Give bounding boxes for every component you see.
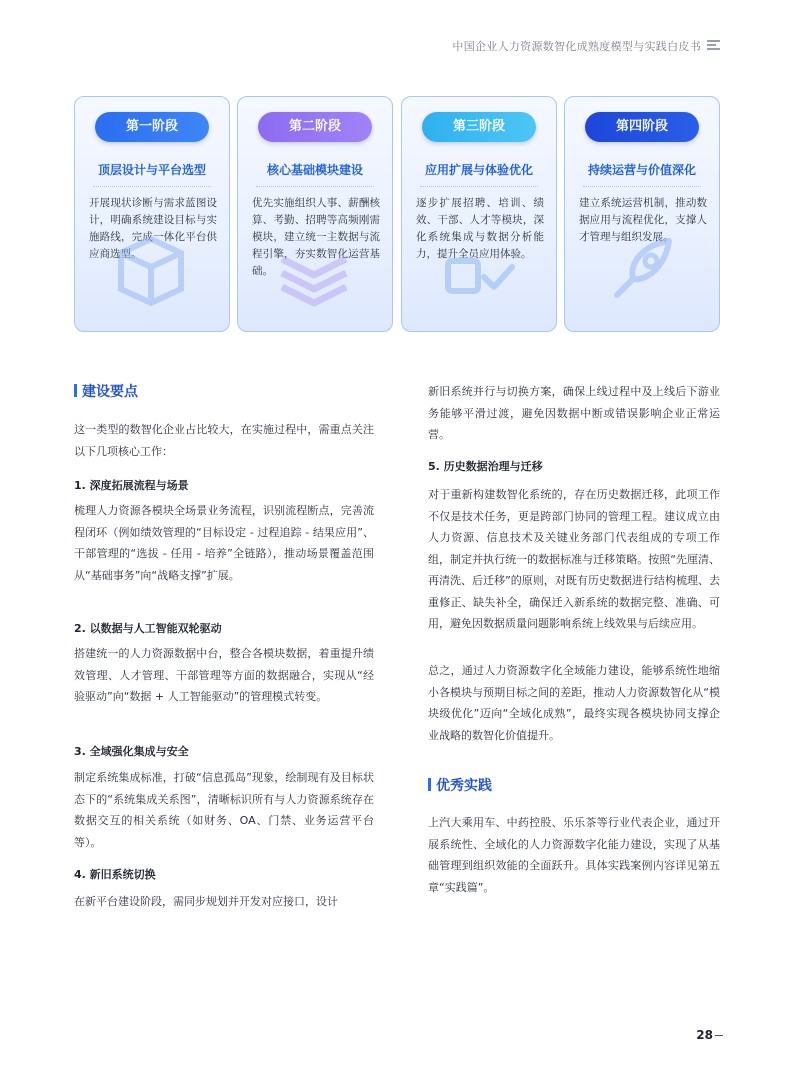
stage-card-4 xyxy=(564,96,720,332)
stage-description: 优先实施组织人事、薪酬核算、考勤、招聘等高频刚需模块，建立统一主数据与流程引擎，夯实数智化运营基础。 xyxy=(252,197,380,277)
stage-label: 第一阶段 xyxy=(95,112,209,142)
subsection-title: 4. 新旧系统切换 xyxy=(74,868,156,881)
paragraph: 新旧系统并行与切换方案，确保上线过程中及上线后下游业务能够平滑过渡，避免因数据中断或错误影响企业正常运营。 xyxy=(428,385,720,441)
paragraph: 对于重新构建数智化系统的，存在历史数据迁移，此项工作不仅是技术任务，更是跨部门协同的管理工程。建议成立由人力资源、信息技术及关键业务部门代表组成的专项工作组，制定并执行统一的数据标准与迁移策略。按照“先厘清、再清洗、后迁移”的原则，对既有历史数据进行结构梳理、去重修正、缺失补全，确保迁入新系统的数据完整、准确、可用，避免因数据质量问题影响系统上线效果与后续应用。 xyxy=(428,488,720,630)
stage-subtitle: 顶层设计与平台选型 xyxy=(97,163,206,177)
intro-paragraph: 这一类型的数智化企业占比较大，在实施过程中，需重点关注以下几项核心工作： xyxy=(74,423,374,458)
layers-icon xyxy=(276,233,352,309)
stage-card-1 xyxy=(74,96,230,332)
paragraph: 上汽大乘用车、中药控股、乐乐茶等行业代表企业，通过开展系统性、全域化的人力资源数字化能力建设，实现了从基础管理到组织效能的全面跃升。具体实践案例内容详见第五章“实践篇”。 xyxy=(428,816,720,894)
rocket-icon xyxy=(603,233,679,309)
page-number: 28 xyxy=(696,1028,713,1042)
divider xyxy=(256,186,374,187)
paragraph: 搭建统一的人力资源数据中台，整合各模块数据，着重提升绩效管理、人才管理、干部管理等方面的数据融合，实现从“经验驱动”向“数据 + 人工智能驱动”的管理模式转变。 xyxy=(74,647,374,703)
paragraph: 制定系统集成标准，打破“信息孤岛”现象，绘制现有及目标状态下的“系统集成关系图”，清晰标识所有与人力资源系统存在数据交互的相关系统（如财务、OA、门禁、业务运营平台等）。 xyxy=(74,771,374,849)
stage-label: 第三阶段 xyxy=(422,112,536,142)
subsection-title: 5. 历史数据治理与迁移 xyxy=(428,460,543,473)
stage-card-2 xyxy=(237,96,393,332)
stage-description: 逐步扩展招聘、培训、绩效、干部、人才等模块，深化系统集成与数据分析能力，提升全员应用体验。 xyxy=(416,197,544,260)
stage-description: 建立系统运营机制，推动数据应用与流程优化，支撑人才管理与组织发展。 xyxy=(579,197,707,243)
divider xyxy=(715,1035,723,1036)
stage-subtitle: 应用扩展与体验优化 xyxy=(424,163,533,177)
header-title: 中国企业人力资源数智化成熟度模型与实践白皮书 xyxy=(452,40,701,53)
subsection-title: 1. 深度拓展流程与场景 xyxy=(74,479,189,492)
stage-label: 第四阶段 xyxy=(585,112,699,142)
section-heading: 优秀实践 xyxy=(428,775,492,795)
subsection-title: 2. 以数据与人工智能双轮驱动 xyxy=(74,622,222,635)
divider xyxy=(420,186,538,187)
check-square-icon xyxy=(440,233,516,309)
section-heading: 建设要点 xyxy=(74,381,138,401)
divider xyxy=(93,186,211,187)
stage-subtitle: 核心基础模块建设 xyxy=(266,163,363,177)
summary-paragraph: 总之，通过人力资源数字化全域能力建设，能够系统性地缩小各模块与预期目标之间的差距，推动人力资源数智化从“模块级优化”迈向“全域化成熟”，最终实现各模块协同支撑企业战略的数智化价值提升。 xyxy=(428,664,720,742)
stage-description: 开展现状诊断与需求蓝图设计，明确系统建设目标与实施路线，完成一体化平台供应商选型。 xyxy=(89,197,217,260)
paragraph: 梳理人力资源各模块全场景业务流程，识别流程断点，完善流程闭环（例如绩效管理的“目标设定 - 过程追踪 - 结果应用”、干部管理的“选拔 - 任用 - 培养”全链路），推动场景覆盖范围从“基础事务”向“战略支撑”扩展。 xyxy=(74,504,374,582)
stage-subtitle: 持续运营与价值深化 xyxy=(587,163,696,177)
divider xyxy=(583,186,701,187)
paragraph: 在新平台建设阶段，需同步规划并开发对应接口，设计 xyxy=(74,895,338,908)
subsection-title: 3. 全域强化集成与安全 xyxy=(74,745,189,758)
menu-icon[interactable] xyxy=(707,40,720,52)
cube-icon xyxy=(113,233,189,309)
stage-card-3 xyxy=(401,96,557,332)
stage-label: 第二阶段 xyxy=(258,112,372,142)
